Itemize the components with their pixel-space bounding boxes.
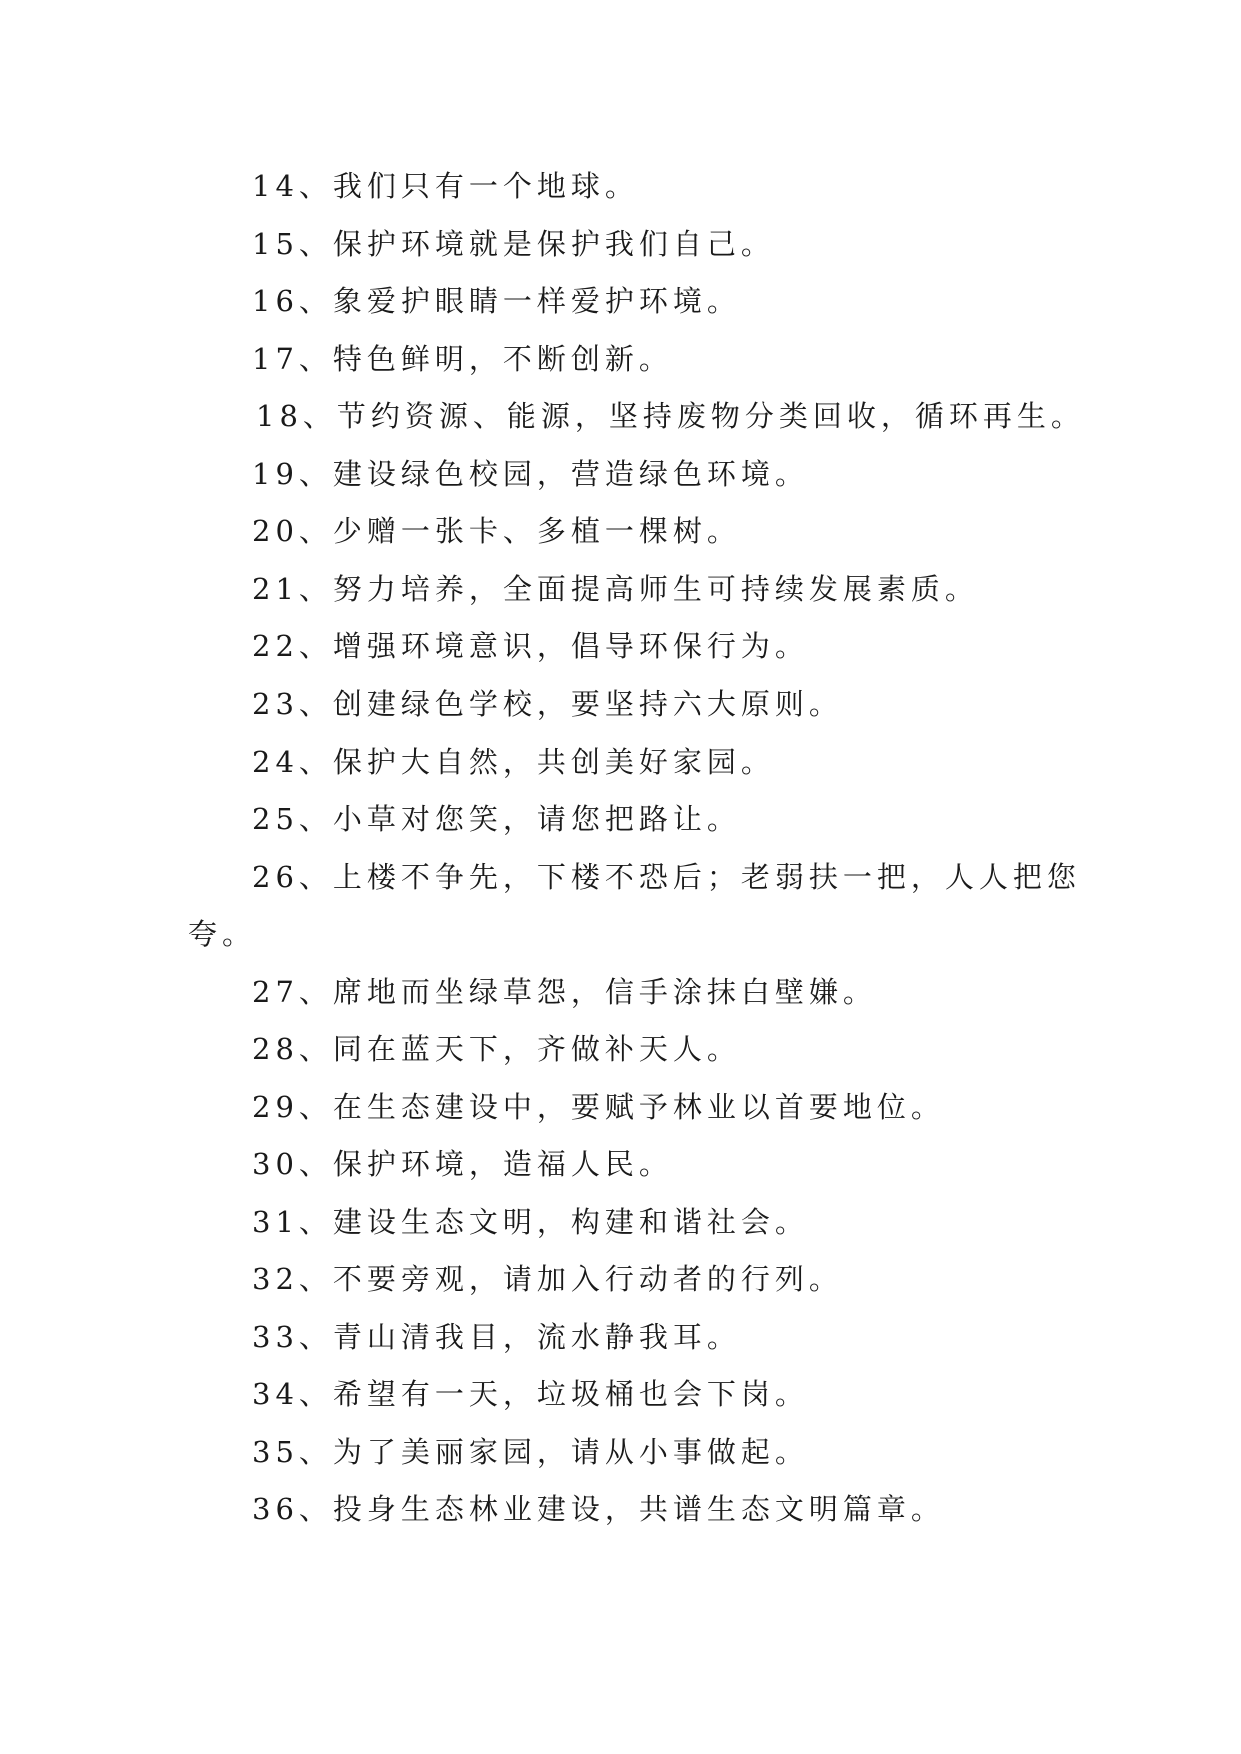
list-item: 28、同在蓝天下，齐做补天人。 [252, 1032, 741, 1066]
list-item: 24、保护大自然，共创美好家园。 [252, 745, 775, 779]
list-item: 14、我们只有一个地球。 [252, 169, 639, 203]
list-item: 32、不要旁观，请加入行动者的行列。 [252, 1262, 843, 1296]
list-item-continuation: 夸。 [188, 917, 257, 951]
list-item: 16、象爱护眼睛一样爱护环境。 [252, 284, 741, 318]
list-item: 26、上楼不争先，下楼不恐后；老弱扶一把，人人把您 [252, 860, 1081, 894]
list-item: 29、在生态建设中，要赋予林业以首要地位。 [252, 1090, 945, 1124]
list-item: 18、节约资源、能源，坚持废物分类回收，循环再生。 [256, 399, 1085, 433]
list-item: 21、努力培养，全面提高师生可持续发展素质。 [252, 572, 979, 606]
list-item: 23、创建绿色学校，要坚持六大原则。 [252, 687, 843, 721]
list-item: 36、投身生态林业建设，共谱生态文明篇章。 [252, 1492, 945, 1526]
list-item: 27、席地而坐绿草怨，信手涂抹白壁嫌。 [252, 975, 877, 1009]
list-item: 15、保护环境就是保护我们自己。 [252, 227, 775, 261]
list-item: 30、保护环境，造福人民。 [252, 1147, 673, 1181]
list-item: 34、希望有一天，垃圾桶也会下岗。 [252, 1377, 809, 1411]
list-item: 25、小草对您笑，请您把路让。 [252, 802, 741, 836]
list-item: 35、为了美丽家园，请从小事做起。 [252, 1435, 809, 1469]
list-item: 22、增强环境意识，倡导环保行为。 [252, 629, 809, 663]
list-item: 20、少赠一张卡、多植一棵树。 [252, 514, 741, 548]
list-item: 33、青山清我目，流水静我耳。 [252, 1320, 741, 1354]
list-item: 19、建设绿色校园，营造绿色环境。 [252, 457, 809, 491]
list-item: 31、建设生态文明，构建和谐社会。 [252, 1205, 809, 1239]
list-item: 17、特色鲜明，不断创新。 [252, 342, 673, 376]
